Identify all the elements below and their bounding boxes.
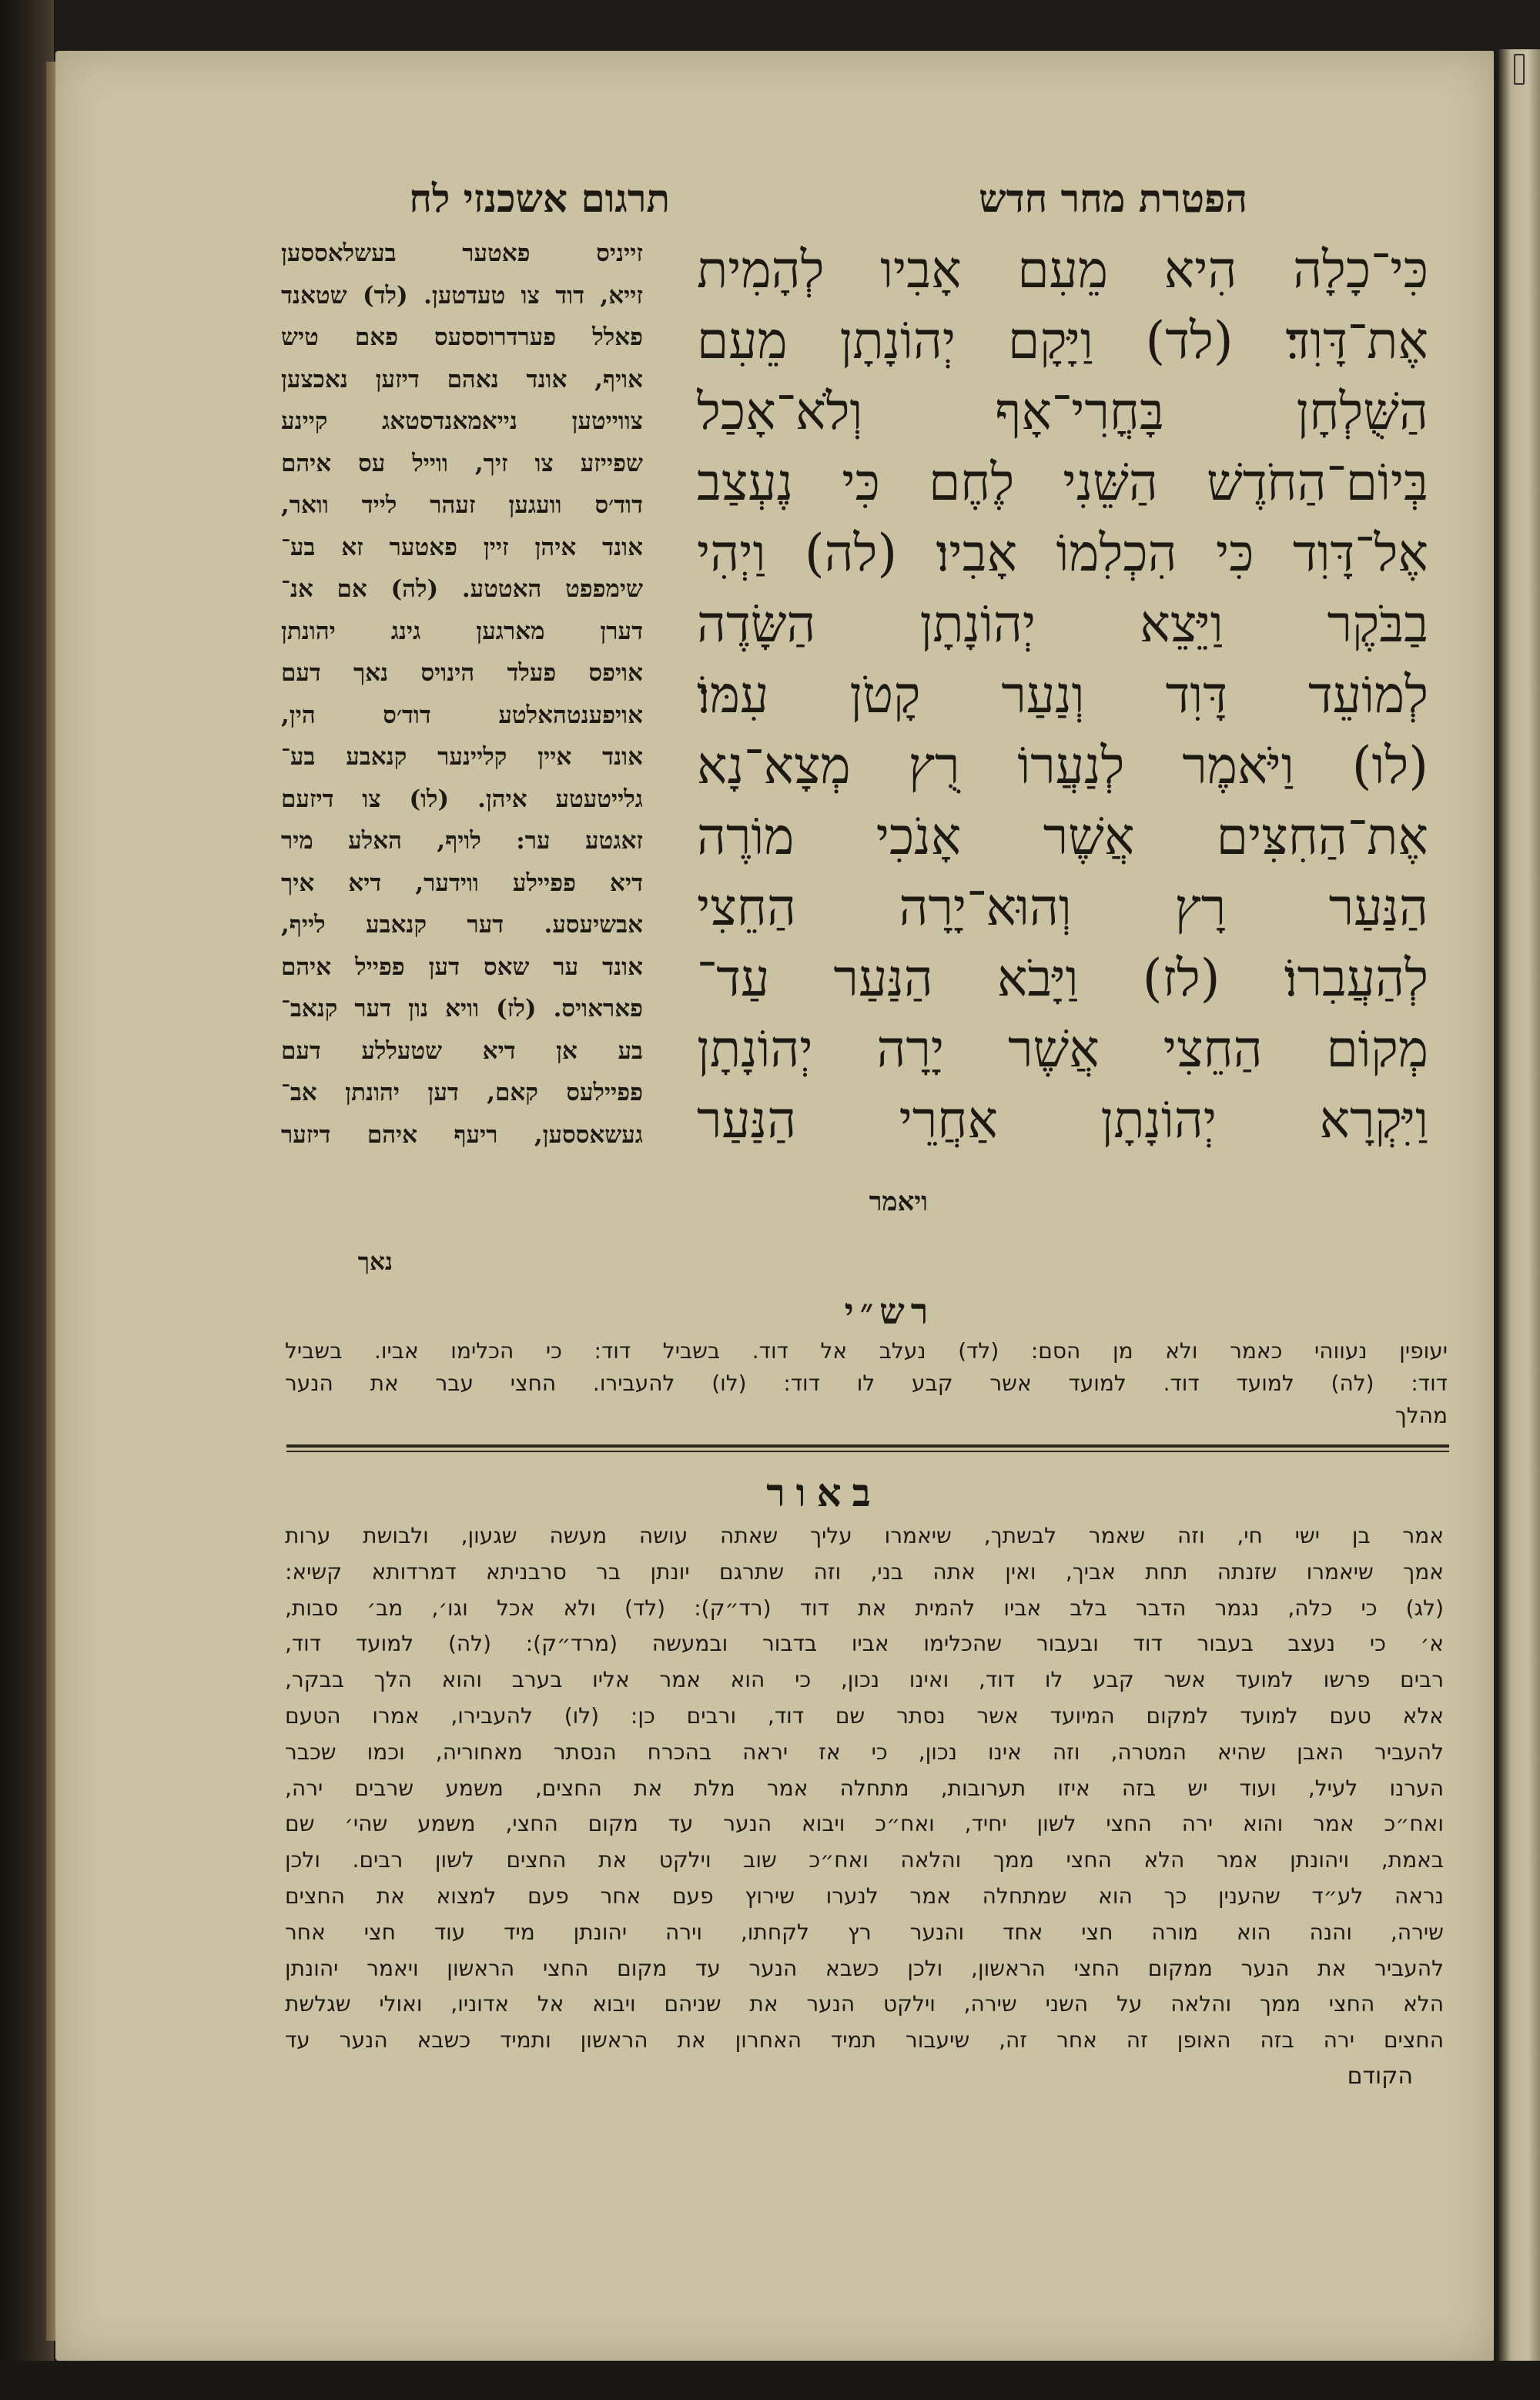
translation-line: אבשיעסע. דער קנאבע לייף,	[281, 911, 643, 939]
main-text-line: אֶל־דָּוִד כִּי הִכְלִמוֹ אָבִיו׃ (לה) וַיְהִי	[697, 524, 1428, 583]
facing-page-mark	[1514, 54, 1525, 85]
translation-line: שימפפט האטטע. (לה) אם אנ־	[281, 575, 643, 603]
biur-line: אמך שיאמרו שזנתה תחת אביך, ואין אתה בני, וזה שתרגם יונתן בר סרבניתא דמרדותא קשיא:	[285, 1558, 1444, 1585]
biur-line: א׳ כי נעצב בעבור דוד ובעבור שהכלימו אביו בדבור ובמעשה (מרד״ק): (לה) למועד דוד,	[285, 1631, 1444, 1657]
main-catchword: ויאמר	[869, 1187, 928, 1217]
translation-line: צווייטען נייאמאנדסטאג קיינע	[281, 407, 643, 435]
translation-line: אויף, אונד נאהם דיזען נאכצען	[281, 365, 643, 393]
translation-line: זייא, דוד צו טעדטען. (לד) שטאנד	[281, 281, 643, 310]
translation-line: אויפס פעלד הינויס נאך דעם	[281, 659, 643, 687]
biur-line: להעביר האבן שהיא המטרה, וזה אינו נכון, כי אז יראה בהכרח הנסתר מאחוריה, וכמו שכבר	[285, 1739, 1444, 1765]
main-hebrew-text	[697, 235, 1428, 1205]
main-text-line: לְמוֹעֵד דָּוִד וְנַעַר קָטֹן עִמּוֹ׃	[697, 665, 1428, 725]
translation-line: געשאססען, ריעף איהם דיזער	[281, 1120, 643, 1149]
translation-line: דיא פפיילע ווידער, דיא איך	[281, 869, 643, 897]
rashi-line: יעופין נעווהי כאמר ולא מן הסם: (לד) נעלב אל דוד. בשביל דוד: כי הכלימו אביו. בשביל	[285, 1338, 1448, 1364]
translation-line: זייניס פאטער בעשלאססען	[281, 239, 643, 267]
biur-line: להעביר את הנער ממקום החצי הראשון, ולכן כשבא הנער עד מקום החצי הראשון ויאמר יהונתן	[285, 1955, 1444, 1981]
biur-line: הערנו לעיל, ועוד יש בזה איזו תערובות, מתחלה אמר מלת את החצים, משמע שרבים ירה,	[285, 1775, 1444, 1801]
main-text-line: מְקוֹם הַחֵצִי אֲשֶׁר יָרָה יְהוֹנָתָן	[697, 1019, 1428, 1079]
translation-line: אונד איהן זיין פאטער זא בע־	[281, 533, 643, 561]
biur-commentary	[285, 1518, 1444, 2150]
biur-line: ואח״כ אמר והוא ירה החצי לשון יחיד, ואח״כ ויבוא הנער עד מקום החצי, משמע שהי׳ שם	[285, 1811, 1444, 1837]
biur-line: רבים פרשו למועד אשר קבע לו דוד, ואינו נכון, כי הוא אמר אליו בערב והוא הלך בבקר,	[285, 1667, 1444, 1693]
rashi-line: מהלך	[1394, 1403, 1448, 1428]
section-divider	[286, 1444, 1449, 1455]
scan-background	[0, 2361, 1540, 2400]
main-text-line: (לו) וַיֹּאמֶר לְנַעֲרוֹ רֻץ מְצָא־נָא	[697, 736, 1428, 795]
biur-line: נראה לע״ד שהענין כך הוא שמתחלה אמר לנערו שירוץ פעם אחר פעם למצוא את החצים	[285, 1883, 1444, 1909]
biur-heading: באור	[766, 1470, 882, 1515]
translation-line: שפייזע צו זיך, ווייל עס איהם	[281, 449, 643, 477]
biur-line: אלא טעם למועד למקום המיועד אשר נסתר שם דוד, ורבים כן: (לו) להעבירו, אמרו הטעם	[285, 1702, 1444, 1729]
translation-catchword: נאך	[357, 1248, 393, 1276]
biur-last-line: הקודם	[1347, 2062, 1413, 2090]
translation-column	[281, 233, 643, 1280]
main-text-line: לְהַעֲבִרוֹ׃ (לז) וַיָּבֹא הַנַּעַר עַד־	[697, 949, 1428, 1008]
translation-line: פאלל פערדרוססעס פאם טיש	[281, 323, 643, 351]
divider-rule-thin	[286, 1451, 1449, 1452]
page-header-translation-title: תרגום אשכנזי לח	[409, 176, 670, 221]
main-text-line: בַבֹּקֶר וַיֵּצֵא יְהוֹנָתָן הַשָּׂדֶה	[697, 594, 1428, 654]
divider-rule-thick	[286, 1444, 1449, 1448]
translation-line: דוד׳ס וועגען זעהר לייד וואר,	[281, 491, 643, 519]
main-text-line: וַיִּקְרָא יְהוֹנָתָן אַחֲרֵי הַנַּעַר	[697, 1090, 1428, 1150]
biur-line: הלא החצי ממך והלאה על השני שירה, וילקט הנער את שניהם ויבוא אל אדוניו, ואולי שגלשת	[285, 1991, 1444, 2017]
translation-line: גלייטעטע איהן. (לו) צו דיזעם	[281, 785, 643, 813]
main-text-line: אֶת־הַחִצִּים אֲשֶׁר אָנֹכִי מוֹרֶה	[697, 807, 1428, 866]
biur-line: באמת, ויהונתן אמר הלא החצי ממך והלאה ואח״כ שוב וילקט את החצים לשון רבים. ולכן	[285, 1847, 1444, 1873]
biur-line: החצים ירה בזה האופן זה אחר זה, שיעבור תמיד האחרון את הראשון ותמיד כשבא הנער עד	[285, 2027, 1444, 2054]
translation-line: דערן מארגען גינג יהונתן	[281, 617, 643, 645]
translation-line: בע אן דיא שטעללע דעם	[281, 1036, 643, 1065]
page-header-haftarah-title: הפטרת מחר חדש	[979, 176, 1247, 221]
main-text-line: הַשֻּׁלְחָן בָּחֳרִי־אָף וְלֹא־אָכַל	[697, 382, 1428, 441]
translation-line: זאגטע ער: לויף, האלע מיר	[281, 827, 643, 855]
translation-line: אונד ער שאס דען פפייל איהם	[281, 952, 643, 981]
translation-line: פפיילעס קאם, דען יהונתן אב־	[281, 1079, 643, 1106]
facing-page-edge	[1498, 49, 1540, 2375]
translation-line: פאראויס. (לז) וויא נון דער קנאב־	[281, 995, 643, 1023]
main-text-line: הַנַּעַר רָץ וְהוּא־יָרָה הַחֵצִי	[697, 878, 1428, 937]
rashi-heading: רש״י	[844, 1290, 935, 1332]
rashi-line: דוד: (לה) למועד דוד. למועד אשר קבע לו דוד: (לו) להעבירו. החצי עבר את הנער	[285, 1371, 1448, 1396]
biur-line: שירה, והנה הוא מורה חצי אחד והנער רץ לקחתו, וירה יהונתן מיד עוד חצי אחר	[285, 1919, 1444, 1945]
biur-line: (לג) כי כלה, נגמר הדבר בלב אביו להמית את דוד (רד״ק): (לד) ולא אכל וגו׳, מב׳ סבות,	[285, 1595, 1444, 1621]
biur-line: אמר בן ישי חי, וזה שאמר לבשתך, שיאמרו עליך שאתה עושה מעשה שגעון, ולבושת ערות	[285, 1523, 1444, 1548]
translation-line: אונד איין קליינער קנאבע בע־	[281, 743, 643, 771]
main-text-line: כִּי־כָלָה הִיא מֵעִם אָבִיו לְהָמִית	[697, 240, 1428, 300]
rashi-commentary	[285, 1335, 1448, 1443]
main-text-line: בְּיוֹם־הַחֹדֶשׁ הַשֵּׁנִי לֶחֶם כִּי נֶעְצַב	[697, 453, 1428, 512]
main-text-line: אֶת־דָּוִד׃ (לד) וַיָּקָם יְהוֹנָתָן מֵעִם	[697, 311, 1428, 370]
translation-line: אויפענטהאלטע דוד׳ס הין,	[281, 701, 643, 729]
